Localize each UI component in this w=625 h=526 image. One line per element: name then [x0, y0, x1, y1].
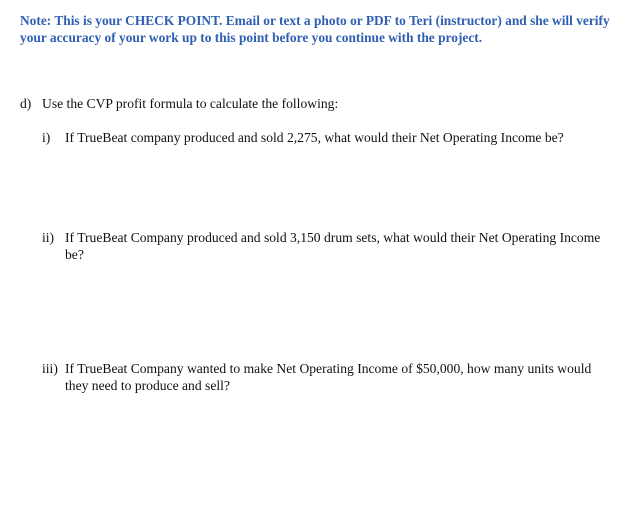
question-ii-text: If TrueBeat Company produced and sold 3,150 drum sets, what would their Net Operating Income be? [65, 230, 601, 262]
question-ii [42, 229, 602, 263]
question-iii [42, 360, 602, 394]
question-ii-marker: ii) [42, 230, 55, 245]
question-iii-text: If TrueBeat Company wanted to make Net Operating Income of $50,000, how many units would they need to produce and sell? [65, 361, 592, 393]
question-i-marker: i) [42, 130, 51, 145]
checkpoint-note: Note: This is your CHECK POINT. Email or text a photo or PDF to Teri (instructor) and she will verify your accuracy of your work up to this point before you continue with the project. [20, 13, 610, 45]
question-d-text: Use the CVP profit formula to calculate the following: [42, 96, 339, 111]
question-d [20, 95, 338, 112]
question-i-text: If TrueBeat company produced and sold 2,275, what would their Net Operating Income be? [65, 130, 564, 145]
question-i [42, 129, 602, 146]
question-iii-marker: iii) [42, 361, 58, 376]
question-d-marker: d) [20, 96, 32, 111]
